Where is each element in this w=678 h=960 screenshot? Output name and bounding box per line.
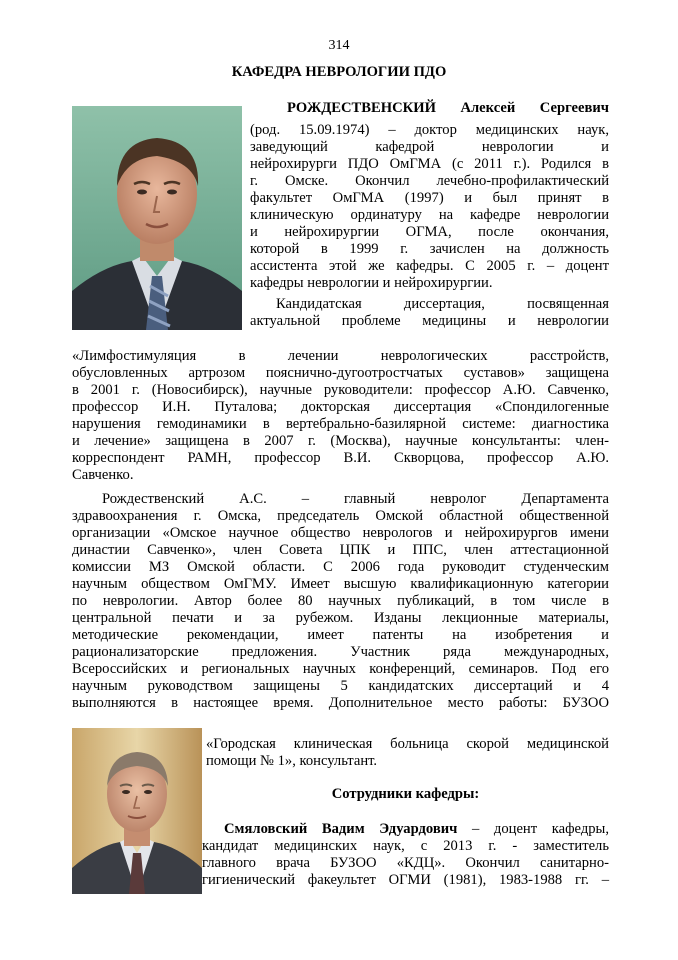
bio-line: нейрохирурги ПДО ОмГМА (с 2011 г.). Родился в [250,156,609,172]
bio-line: «Лимфостимуляция в лечении неврологических расстройств, [72,348,609,364]
bio-line: династии Савченко», член Совета ЦПК и ППС, член аттестационной [72,542,609,558]
bio-line: заведующий кафедрой неврологии и [250,139,609,155]
bio-line: Савченко. [72,467,134,483]
page-title: КАФЕДРА НЕВРОЛОГИИ ПДО [231,64,447,80]
bio2-line: кандидат медицинских наук, с 2013 г. - заместитель [202,838,609,854]
bio-line: кафедры неврологии и нейрохирургии. [250,275,493,291]
bio-line: ассистента этой же кафедры. С 2005 г. – доцент [250,258,609,274]
bio-line: (род. 15.09.1974) – доктор медицинских наук, [250,122,609,138]
bio2-line: главного врача БУЗОО «КДЦ». Окончил санитарно- [202,855,609,871]
bio-line: и лечение» защищена в 2007 г. (Москва), научные консультанты: член- [72,433,609,449]
bio-line: Рождественский А.С. – главный невролог Департамента [102,491,609,507]
bio2-first-line [224,821,609,838]
bio-line: актуальной проблеме медицины и неврологии [250,313,609,329]
bio-line: помощи № 1», консультант. [206,753,378,769]
portrait-photo-rozhdestvensky [72,106,242,330]
person-name-rozhdestvensky: РОЖДЕСТВЕНСКИЙ Алексей Сергеевич [287,100,609,116]
bio-line: профессор И.Н. Путалова; докторская диссертация «Спондилогенные [72,399,609,415]
bio-line: клиническую ординатуру на кафедре неврологии [250,207,609,223]
bio-line: корреспондент РАМН, профессор В.И. Скворцова, профессор А.Ю. [72,450,609,466]
bio2-line: гигиенический факеультет ОГМИ (1981), 1983-1988 гг. – [202,872,609,888]
bio-line: выполняются в настоящее время. Дополнительное место работы: БУЗОО [72,695,609,711]
bio2-line-0: – доцент кафедры, [457,821,609,837]
bio-line: научным обществом ОмГМУ. Имеет высшую квалификационную категории [72,576,609,592]
person-name-smyalovsky: Смяловский Вадим Эдуардович [224,821,458,837]
bio-line: г. Омске. Окончил лечебно-профилактический [250,173,609,189]
bio-line: обусловленных артрозом пояснично-дугоотростчатых суставов» защищена [72,365,609,381]
bio-line: нарушения гемодинамики в вертебрально-базилярной системе: диагностика [72,416,609,432]
bio-line: в 2001 г. (Новосибирск), научные руководители: профессор А.Ю. Савченко, [72,382,609,398]
bio-line: Кандидатская диссертация, посвященная [276,296,609,312]
bio-line: факультет ОмГМА (1997) и был принят в [250,190,609,206]
bio-line: здравоохранения г. Омска, председатель Омской областной общественной [72,508,609,524]
bio-line: и нейрохирургии ОГМА, после окончания, [250,224,609,240]
page-number: 314 [328,38,350,53]
portrait-photo-smyalovsky [72,728,202,894]
bio-line: методические рекомендации, имеет патенты на изобретения и [72,627,609,643]
bio-line: Всероссийских и региональных научных конференций, семинаров. Под его [72,661,609,677]
staff-heading: Сотрудники кафедры: [331,786,480,802]
bio-line: по неврологии. Автор более 80 научных публикаций, в том числе в [72,593,609,609]
bio-line: центральной печати и за рубежом. Изданы лекционные материалы, [72,610,609,626]
bio-line: организации «Омское научное общество неврологов и нейрохирургов имени [72,525,609,541]
bio-line: которой в 1999 г. зачислен на должность [250,241,609,257]
bio-line: научным руководством защищены 5 кандидатских диссертаций и 4 [72,678,609,694]
bio-line: комиссии МЗ Омской области. С 2006 года руководит студенческим [72,559,609,575]
bio-line: рационализаторские предложения. Участник ряда международных, [72,644,609,660]
bio-name-line [287,100,609,117]
bio-line: «Городская клиническая больница скорой медицинской [206,736,609,752]
